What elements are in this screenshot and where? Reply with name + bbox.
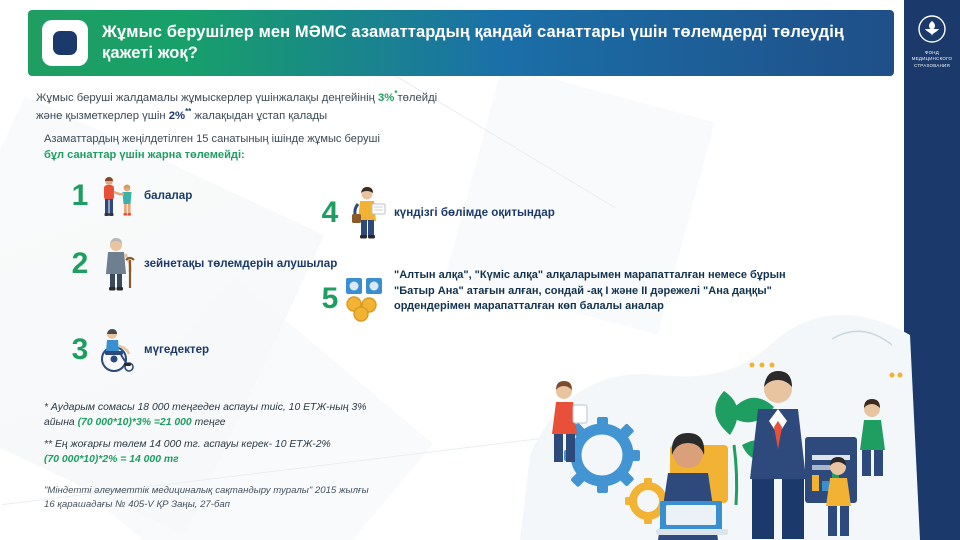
footnote-row-1 — [44, 400, 514, 430]
list-item-number: 1 — [71, 179, 89, 212]
intro-asterisk-2: ** — [185, 107, 192, 117]
list-item-label: балалар — [144, 189, 193, 203]
footnotes — [44, 400, 514, 474]
intro-paragraph-2 — [44, 131, 604, 163]
footnote-2-line-1: ** Ең жоғарғы төлем 14 000 тг. аспауы керек- 10 ЕТЖ-2% — [44, 439, 331, 451]
wheelchair-icon — [92, 325, 144, 375]
intro-line2-b: жалақыдан ұстап қалады — [191, 109, 328, 122]
legal-reference — [44, 484, 504, 513]
intro-line1-a: Жұмыс беруші жалдамалы жұмыскерлер үшінжалақы деңгейінің — [36, 91, 378, 104]
intro-line4: бұл санаттар үшін жарна төлемейді: — [44, 149, 245, 162]
pensioner-icon — [92, 234, 144, 294]
footnote-1-formula: (70 000*10)*3% =21 000 — [77, 417, 192, 429]
office-people-illustration — [520, 305, 920, 540]
footnote-1-line-1: * Аударым сомасы 18 000 теңгеден аспауы тиіс, 10 ЕТЖ-ның 3% — [44, 402, 367, 413]
children-icon — [92, 172, 144, 220]
list-item — [68, 172, 192, 220]
intro-asterisk-1: * — [394, 89, 398, 98]
brand-logo-text: ФОНД МЕДИЦИНСКОГО СТРАХОВАНИЯ — [911, 50, 953, 68]
medals-icon — [342, 274, 394, 324]
legal-line-2: 16 қарашадағы № 405-V ҚР Заңы, 27-бап — [44, 499, 230, 511]
legal-line-1: "Міндетті әлеуметтік медициналық сақтандыру туралы" 2015 жылғы — [44, 485, 369, 496]
list-item-label: зейнетақы төлемдерін алушылар — [144, 257, 338, 271]
list-item-number: 3 — [71, 333, 89, 366]
intro-line1-b: төлейді — [397, 91, 438, 104]
list-item-label: "Алтын алқа", "Күміс алқа" алқаларымен марапатталған немесе бұрын "Батыр Ана" атағын алған, сондай -ақ I және II дәрежелі "Ана даңқы" ордендерімен марапатталған көп балалы аналар — [394, 269, 786, 313]
intro-rate-employer: 3% — [377, 91, 395, 104]
intro-line2-a: және қызметкерлер үшін — [36, 109, 169, 122]
student-icon — [342, 184, 394, 242]
list-item-label: күндізгі бөлімде оқитындар — [394, 206, 555, 220]
intro-line3: Азаматтардың жеңілдетілген 15 санатының ішінде жұмыс беруші — [44, 133, 380, 145]
footnote-2-formula: (70 000*10)*2% = 14 000 тг — [44, 454, 179, 466]
list-item-number: 4 — [321, 196, 339, 229]
header-banner — [28, 10, 894, 76]
footnote-1-line-2-a: айына — [44, 417, 78, 429]
page-title: Жұмыс берушілер мен МӘМС азаматтардың қандай санаттары үшін төлемдерді төлеудің қажеті жоқ? — [102, 22, 844, 62]
list-item-label: мүгедектер — [144, 343, 210, 357]
fund-logo-icon — [917, 14, 947, 44]
footnote-1-line-2-b: теңге — [191, 417, 226, 429]
intro-rate-employee: 2% — [168, 109, 186, 122]
list-item — [68, 325, 209, 375]
list-item-number: 5 — [321, 282, 339, 315]
list-item — [68, 234, 337, 294]
diamond-badge-icon — [42, 20, 88, 66]
intro-paragraph — [36, 88, 616, 124]
list-item-number: 2 — [71, 247, 89, 280]
list-item — [318, 184, 555, 242]
footnote-row-2 — [44, 437, 514, 467]
